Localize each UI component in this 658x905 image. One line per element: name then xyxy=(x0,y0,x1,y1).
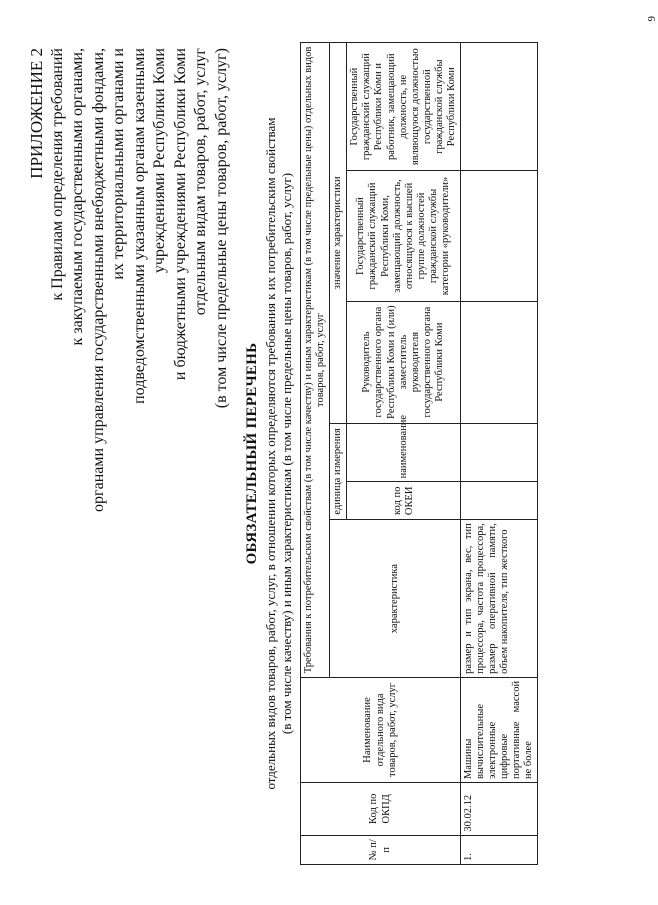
document-title: ОБЯЗАТЕЛЬНЫЙ ПЕРЕЧЕНЬ xyxy=(243,342,260,565)
cell-col-higher xyxy=(460,171,537,301)
appendix-line: ПРИЛОЖЕНИЕ 2 xyxy=(27,48,46,179)
header-unit-name: наименование xyxy=(347,423,461,482)
cell-col-head xyxy=(460,301,537,423)
header-col-head: Руководитель государственного органа Республики Коми и (или) заместитель руководителя государственного органа Республики Коми xyxy=(347,301,461,423)
header-unit: единица измерения xyxy=(330,423,347,520)
appendix-line: и бюджетными учреждениями Республики Коми xyxy=(171,48,189,381)
header-okpd: Код по ОКПД xyxy=(301,783,461,836)
subtitle-line: (в том числе качеству) и иным характеристикам (в том числе предельные цены товаров, работ, услуг) xyxy=(278,172,294,735)
cell-name: Машины вычислительные электронные цифровые портативные массой не более xyxy=(460,677,537,782)
document-subtitle xyxy=(263,42,294,865)
appendix-line: учреждениями Республики Коми xyxy=(151,48,169,274)
appendix-line: к Правилам определения требований xyxy=(48,48,66,301)
cell-num: 1. xyxy=(460,835,537,864)
header-col-other: Государственный гражданский служащий Республики Коми и работник, замещающий должность, не являющуюся должностью государственной гражданской службы Республики Коми xyxy=(347,43,461,171)
header-requirements: Требования к потребительским свойствам (в том числе качеству) и иным характеристикам (в том числе предельные цены) отдельных видов товаров, работ, услуг xyxy=(301,43,330,678)
cell-okpd: 30.02.12 xyxy=(460,783,537,836)
appendix-line: органами управления государственными внебюджетными фондами, xyxy=(89,48,107,512)
appendix-line: (в том числе предельные цены товаров, работ, услуг) xyxy=(212,48,230,409)
appendix-block xyxy=(26,48,232,865)
header-value: значение характеристики xyxy=(330,43,347,424)
appendix-line: отдельным видам товаров, работ, услуг xyxy=(192,48,210,316)
header-name: Наименование отдельного вида товаров, работ, услуг xyxy=(301,677,461,782)
header-num: № п/п xyxy=(301,835,461,864)
page-number: 9 xyxy=(646,16,658,22)
subtitle-line: отдельных видов товаров, работ, услуг, в отношении которых определяются требования к их потребительским свойствам xyxy=(262,117,278,790)
cell-col-other xyxy=(460,43,537,171)
appendix-line: подведомственными указанным органам казенными xyxy=(130,48,148,404)
appendix-line: их территориальными органами и xyxy=(110,48,128,280)
header-col-higher: Государственный гражданский служащий Республики Коми, замещающий должность, относящуюся к высшей группе должностей гражданской службы категории «руководители» xyxy=(347,171,461,301)
header-characteristic: характеристика xyxy=(330,520,461,678)
cell-unit-name xyxy=(460,423,537,482)
table-header-row xyxy=(301,43,330,865)
requirements-table xyxy=(300,42,538,865)
header-unit-code: код по ОКЕИ xyxy=(347,482,461,520)
cell-unit-code xyxy=(460,482,537,520)
appendix-line: к закупаемым государственными органами, xyxy=(69,48,87,346)
cell-characteristic: размер и тип экрана, вес, тип процессора, частота процессора, размер оперативной памяти, объем накопителя, тип жесткого xyxy=(460,520,537,678)
table-row xyxy=(460,43,537,865)
